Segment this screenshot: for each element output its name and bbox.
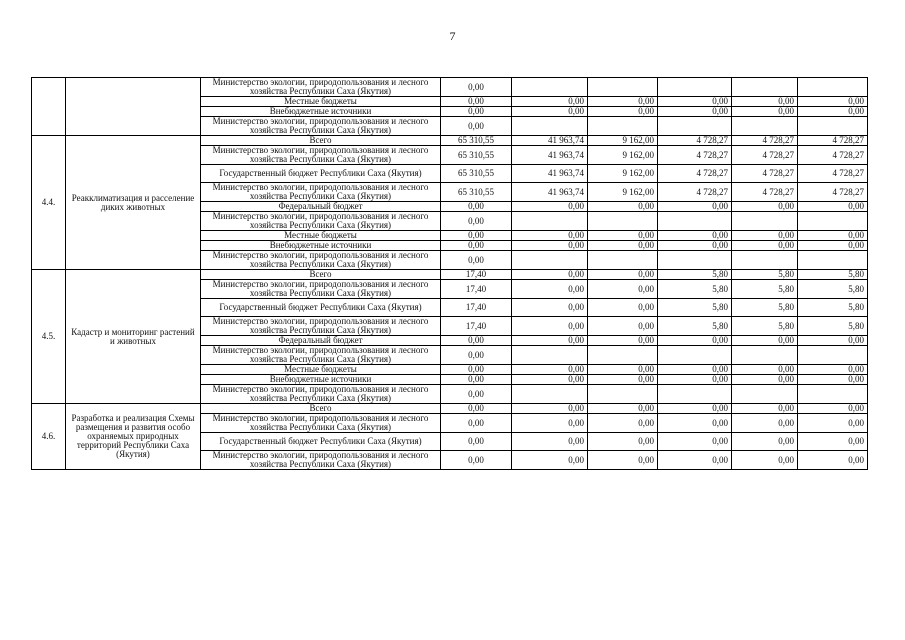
value-cell <box>588 117 658 136</box>
value-cell: 0,00 <box>512 375 588 385</box>
value-cell: 0,00 <box>588 433 658 451</box>
value-cell: 0,00 <box>798 451 868 470</box>
funding-source: Государственный бюджет Республики Саха (Якутия) <box>201 299 441 317</box>
value-cell: 4 728,27 <box>798 136 868 146</box>
value-cell <box>798 117 868 136</box>
value-cell: 0,00 <box>512 451 588 470</box>
value-cell: 0,00 <box>798 241 868 251</box>
value-cell: 0,00 <box>732 107 798 117</box>
value-cell: 0,00 <box>512 97 588 107</box>
value-cell: 0,00 <box>588 404 658 414</box>
value-cell: 5,80 <box>798 317 868 336</box>
value-cell <box>658 385 732 404</box>
value-cell: 0,00 <box>588 107 658 117</box>
value-cell: 4 728,27 <box>658 146 732 165</box>
section-number: 4.6. <box>32 404 66 470</box>
value-cell: 0,00 <box>512 414 588 433</box>
value-cell: 0,00 <box>798 375 868 385</box>
section-name <box>66 78 201 136</box>
value-cell: 9 162,00 <box>588 183 658 202</box>
value-cell: 0,00 <box>441 365 512 375</box>
value-cell: 4 728,27 <box>732 183 798 202</box>
value-cell <box>798 251 868 270</box>
value-cell <box>798 346 868 365</box>
value-cell: 0,00 <box>658 451 732 470</box>
value-cell <box>658 251 732 270</box>
value-cell: 0,00 <box>588 375 658 385</box>
value-cell: 9 162,00 <box>588 165 658 183</box>
section-name: Кадастр и мониторинг растений и животных <box>66 270 201 404</box>
value-cell: 0,00 <box>658 375 732 385</box>
value-cell: 0,00 <box>588 280 658 299</box>
value-cell: 9 162,00 <box>588 146 658 165</box>
value-cell: 0,00 <box>798 107 868 117</box>
value-cell <box>732 385 798 404</box>
value-cell: 0,00 <box>798 336 868 346</box>
value-cell: 4 728,27 <box>732 136 798 146</box>
table-row <box>32 404 868 414</box>
value-cell: 65 310,55 <box>441 165 512 183</box>
value-cell: 0,00 <box>798 202 868 212</box>
funding-source: Министерство экологии, природопользования и лесного хозяйства Республики Саха (Якутия) <box>201 346 441 365</box>
value-cell: 5,80 <box>732 270 798 280</box>
funding-source: Министерство экологии, природопользования и лесного хозяйства Республики Саха (Якутия) <box>201 212 441 231</box>
value-cell: 0,00 <box>798 414 868 433</box>
value-cell <box>798 212 868 231</box>
value-cell: 0,00 <box>588 365 658 375</box>
value-cell: 0,00 <box>441 251 512 270</box>
value-cell: 0,00 <box>798 97 868 107</box>
table-body <box>32 78 868 470</box>
value-cell <box>588 385 658 404</box>
value-cell: 0,00 <box>512 231 588 241</box>
section-number: 4.5. <box>32 270 66 404</box>
funding-source: Федеральный бюджет <box>201 202 441 212</box>
value-cell: 0,00 <box>441 414 512 433</box>
value-cell <box>512 251 588 270</box>
value-cell: 0,00 <box>658 336 732 346</box>
value-cell <box>588 212 658 231</box>
funding-source: Министерство экологии, природопользования и лесного хозяйства Республики Саха (Якутия) <box>201 78 441 97</box>
value-cell: 5,80 <box>798 280 868 299</box>
value-cell: 5,80 <box>658 270 732 280</box>
value-cell: 5,80 <box>798 299 868 317</box>
value-cell: 5,80 <box>658 299 732 317</box>
value-cell: 65 310,55 <box>441 146 512 165</box>
value-cell: 0,00 <box>732 97 798 107</box>
value-cell: 0,00 <box>441 107 512 117</box>
value-cell: 17,40 <box>441 299 512 317</box>
value-cell: 0,00 <box>732 414 798 433</box>
value-cell: 0,00 <box>512 299 588 317</box>
table-row <box>32 78 868 97</box>
value-cell: 0,00 <box>441 336 512 346</box>
value-cell: 0,00 <box>658 97 732 107</box>
funding-source: Местные бюджеты <box>201 365 441 375</box>
value-cell <box>658 212 732 231</box>
budget-table <box>31 77 868 470</box>
value-cell: 0,00 <box>441 346 512 365</box>
value-cell: 0,00 <box>732 241 798 251</box>
funding-source: Внебюджетные источники <box>201 375 441 385</box>
value-cell: 5,80 <box>798 270 868 280</box>
value-cell: 0,00 <box>588 336 658 346</box>
value-cell: 0,00 <box>441 202 512 212</box>
value-cell: 0,00 <box>658 404 732 414</box>
value-cell: 0,00 <box>512 336 588 346</box>
value-cell: 0,00 <box>441 78 512 97</box>
value-cell: 0,00 <box>512 317 588 336</box>
value-cell: 0,00 <box>441 241 512 251</box>
table-row <box>32 136 868 146</box>
value-cell: 0,00 <box>512 404 588 414</box>
value-cell: 5,80 <box>658 280 732 299</box>
value-cell: 0,00 <box>588 241 658 251</box>
value-cell <box>512 117 588 136</box>
value-cell: 0,00 <box>658 231 732 241</box>
funding-source: Государственный бюджет Республики Саха (Якутия) <box>201 433 441 451</box>
section-number: 4.4. <box>32 136 66 270</box>
value-cell: 0,00 <box>588 231 658 241</box>
value-cell <box>732 78 798 97</box>
value-cell: 0,00 <box>588 451 658 470</box>
value-cell <box>512 346 588 365</box>
value-cell: 0,00 <box>512 433 588 451</box>
value-cell: 0,00 <box>732 336 798 346</box>
value-cell: 0,00 <box>441 375 512 385</box>
section-number <box>32 78 66 136</box>
funding-source: Министерство экологии, природопользования и лесного хозяйства Республики Саха (Якутия) <box>201 117 441 136</box>
value-cell: 0,00 <box>798 404 868 414</box>
funding-source: Министерство экологии, природопользования и лесного хозяйства Республики Саха (Якутия) <box>201 146 441 165</box>
value-cell: 0,00 <box>732 202 798 212</box>
value-cell: 5,80 <box>658 317 732 336</box>
table-row <box>32 270 868 280</box>
value-cell: 0,00 <box>588 414 658 433</box>
funding-source: Министерство экологии, природопользования и лесного хозяйства Республики Саха (Якутия) <box>201 280 441 299</box>
value-cell: 41 963,74 <box>512 146 588 165</box>
value-cell: 41 963,74 <box>512 165 588 183</box>
value-cell <box>658 78 732 97</box>
value-cell: 0,00 <box>441 117 512 136</box>
value-cell: 4 728,27 <box>732 165 798 183</box>
value-cell: 0,00 <box>588 202 658 212</box>
value-cell <box>512 78 588 97</box>
value-cell <box>658 117 732 136</box>
value-cell: 4 728,27 <box>798 146 868 165</box>
value-cell <box>588 78 658 97</box>
value-cell: 0,00 <box>658 433 732 451</box>
funding-source: Министерство экологии, природопользования и лесного хозяйства Республики Саха (Якутия) <box>201 183 441 202</box>
section-name: Разработка и реализация Схемы размещения и развития особо охраняемых природных территорий Республики Саха (Якутия) <box>66 404 201 470</box>
funding-source: Всего <box>201 404 441 414</box>
value-cell: 4 728,27 <box>798 183 868 202</box>
funding-source: Министерство экологии, природопользования и лесного хозяйства Республики Саха (Якутия) <box>201 385 441 404</box>
funding-source: Министерство экологии, природопользования и лесного хозяйства Республики Саха (Якутия) <box>201 451 441 470</box>
value-cell: 0,00 <box>512 365 588 375</box>
value-cell: 0,00 <box>588 270 658 280</box>
value-cell <box>732 251 798 270</box>
value-cell <box>588 251 658 270</box>
value-cell: 0,00 <box>441 433 512 451</box>
value-cell <box>732 212 798 231</box>
value-cell: 0,00 <box>512 107 588 117</box>
value-cell: 0,00 <box>732 231 798 241</box>
value-cell <box>798 78 868 97</box>
funding-source: Всего <box>201 270 441 280</box>
value-cell: 0,00 <box>512 280 588 299</box>
value-cell: 0,00 <box>732 404 798 414</box>
value-cell: 0,00 <box>658 241 732 251</box>
value-cell: 0,00 <box>658 202 732 212</box>
value-cell: 0,00 <box>588 97 658 107</box>
value-cell: 0,00 <box>512 241 588 251</box>
funding-source: Местные бюджеты <box>201 231 441 241</box>
value-cell: 17,40 <box>441 280 512 299</box>
value-cell: 0,00 <box>658 365 732 375</box>
funding-source: Министерство экологии, природопользования и лесного хозяйства Республики Саха (Якутия) <box>201 251 441 270</box>
funding-source: Федеральный бюджет <box>201 336 441 346</box>
value-cell: 4 728,27 <box>658 183 732 202</box>
funding-source: Внебюджетные источники <box>201 241 441 251</box>
value-cell: 4 728,27 <box>732 146 798 165</box>
value-cell: 5,80 <box>732 299 798 317</box>
value-cell: 5,80 <box>732 280 798 299</box>
value-cell: 0,00 <box>441 451 512 470</box>
value-cell <box>588 346 658 365</box>
value-cell: 0,00 <box>441 385 512 404</box>
value-cell: 4 728,27 <box>658 136 732 146</box>
value-cell <box>798 385 868 404</box>
value-cell: 0,00 <box>658 107 732 117</box>
funding-source: Всего <box>201 136 441 146</box>
value-cell: 65 310,55 <box>441 183 512 202</box>
value-cell: 0,00 <box>658 414 732 433</box>
value-cell: 0,00 <box>732 375 798 385</box>
value-cell: 0,00 <box>441 231 512 241</box>
funding-source: Местные бюджеты <box>201 97 441 107</box>
page-number: 7 <box>449 29 456 43</box>
value-cell <box>732 117 798 136</box>
funding-source: Министерство экологии, природопользования и лесного хозяйства Республики Саха (Якутия) <box>201 317 441 336</box>
value-cell: 65 310,55 <box>441 136 512 146</box>
value-cell: 41 963,74 <box>512 136 588 146</box>
value-cell: 0,00 <box>512 202 588 212</box>
value-cell <box>512 385 588 404</box>
value-cell: 0,00 <box>732 451 798 470</box>
value-cell: 41 963,74 <box>512 183 588 202</box>
value-cell: 0,00 <box>588 317 658 336</box>
funding-source: Министерство экологии, природопользования и лесного хозяйства Республики Саха (Якутия) <box>201 414 441 433</box>
value-cell: 17,40 <box>441 317 512 336</box>
value-cell: 0,00 <box>441 404 512 414</box>
value-cell: 0,00 <box>512 270 588 280</box>
value-cell <box>512 212 588 231</box>
value-cell: 4 728,27 <box>798 165 868 183</box>
value-cell: 0,00 <box>798 231 868 241</box>
value-cell: 9 162,00 <box>588 136 658 146</box>
section-name: Реакклиматизация и расселение диких животных <box>66 136 201 270</box>
value-cell: 0,00 <box>588 299 658 317</box>
value-cell <box>658 346 732 365</box>
value-cell: 0,00 <box>441 212 512 231</box>
value-cell: 17,40 <box>441 270 512 280</box>
value-cell: 5,80 <box>732 317 798 336</box>
value-cell: 0,00 <box>798 365 868 375</box>
value-cell: 4 728,27 <box>658 165 732 183</box>
funding-source: Государственный бюджет Республики Саха (Якутия) <box>201 165 441 183</box>
funding-source: Внебюджетные источники <box>201 107 441 117</box>
value-cell: 0,00 <box>798 433 868 451</box>
value-cell <box>732 346 798 365</box>
value-cell: 0,00 <box>441 97 512 107</box>
value-cell: 0,00 <box>732 433 798 451</box>
value-cell: 0,00 <box>732 365 798 375</box>
